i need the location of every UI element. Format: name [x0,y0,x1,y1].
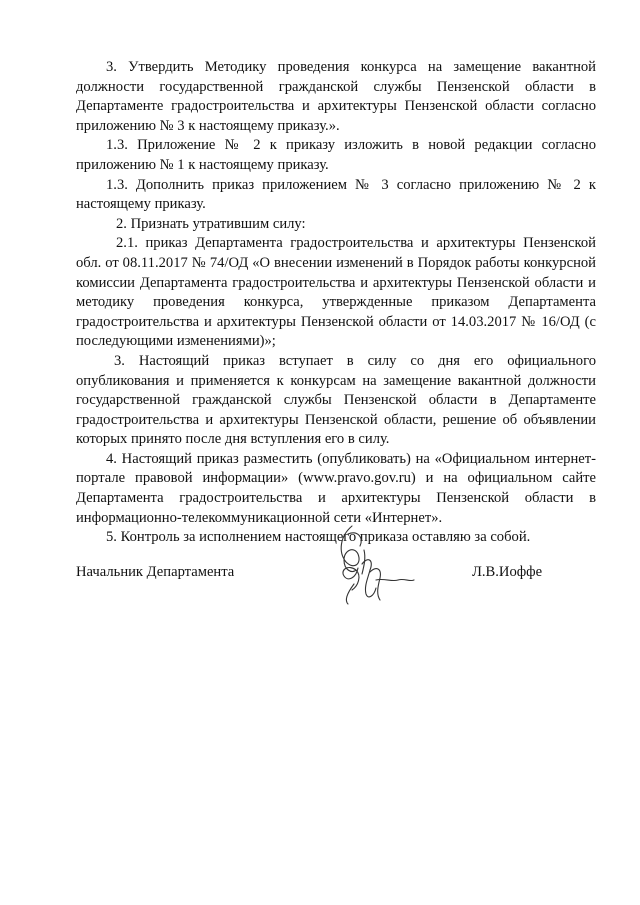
paragraph-add-appendix-3: 1.3. Дополнить приказ приложением № 3 согласно приложению № 2 к настоящему приказу. [76,176,596,213]
paragraph-repealed-order: 2.1. приказ Департамента градостроительства и архитектуры Пензенской обл. от 08.11.2017 № 74/ОД «О внесении изменений в Порядок работы конкурсной комиссии Департамента градостроительства и архитектуры Пензенской области и методику проведения конкурса, утвержденные приказом Департамента градостроительства и архитектуры Пензенской области от 14.03.2017 № 16/ОД (с последующими изменениями)»; [76,235,596,350]
paragraph-approve-methodology: 3. Утвердить Методику проведения конкурса на замещение вакантной должности государственной гражданской службы Пензенской области в Департаменте градостроительства и архитектуры Пензенской области согласно приложению № 3 к настоящему приказу.». [76,59,596,134]
paragraph-appendix-2-new-edition: 1.3. Приложение № 2 к приказу изложить в новой редакции согласно приложению № 1 к настоящему приказу. [76,137,596,173]
signature-block [76,562,596,582]
paragraph-publication: 4. Настоящий приказ разместить (опубликовать) на «Официальном интернет-портале правовой информации» (www.pravo.gov.ru) и на официальном сайте Департамента градостроительства и архитектуры Пензенской области в информационно-телекоммуникационной сети «Интернет». [76,450,596,526]
signatory-name: Л.В.Иоффе [472,564,543,580]
document-body [76,58,596,548]
paragraph-control: 5. Контроль за исполнением настоящего приказа оставляю за собой. [106,529,531,546]
paragraph-entry-into-force: 3. Настоящий приказ вступает в силу со дня его официального опубликования и применяется к конкурсам на замещение вакантной должности государственной гражданской службы Пензенской области в Департаменте градостроительства и архитектуры Пензенской области, решение об объявлении которых принято после дня вступления его в силу. [76,352,596,448]
signatory-title: Начальник Департамента [76,564,235,580]
paragraph-repeal-heading: 2. Признать утратившим силу: [116,215,306,232]
